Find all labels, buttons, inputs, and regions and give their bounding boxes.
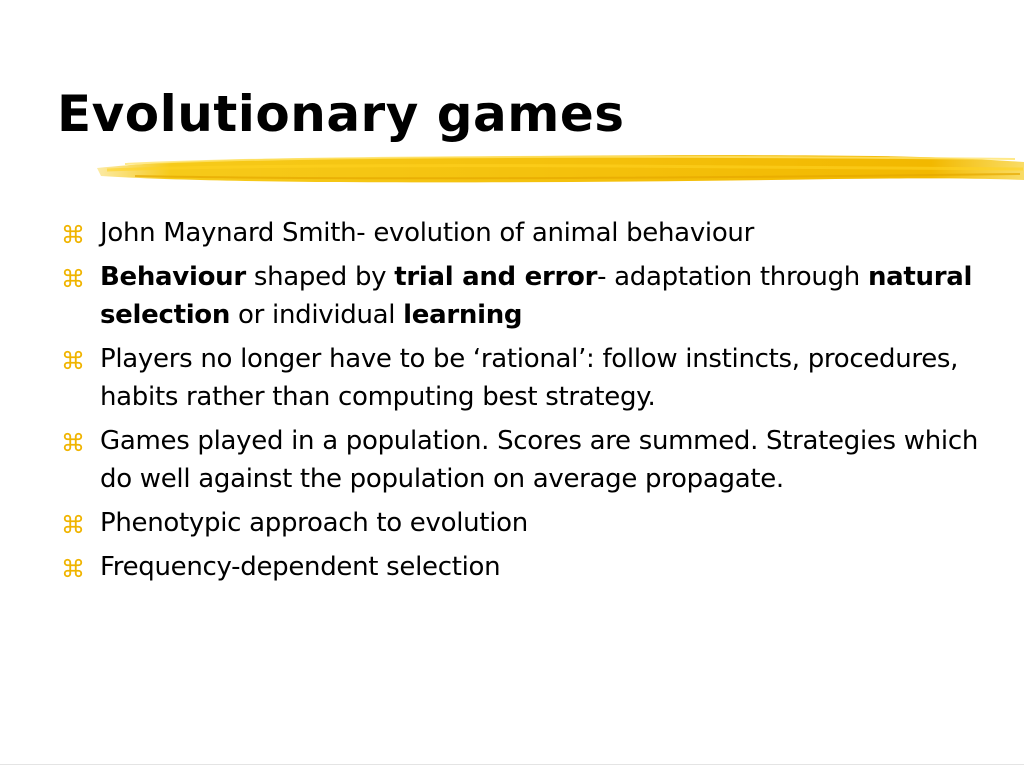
command-key-icon (62, 340, 90, 378)
bullet-text: John Maynard Smith- evolution of animal behaviour (100, 218, 755, 248)
bullet-text: Players no longer have to be ‘rational’: follow instincts, procedures, habits rather than computing best strategy. (100, 344, 959, 412)
bullet-item (62, 214, 982, 252)
bullet-item (62, 340, 982, 416)
bullet-item (62, 422, 982, 498)
bullet-text-bold: trial and error (394, 262, 598, 292)
bullet-text: or individual (230, 300, 404, 330)
bullet-item (62, 258, 982, 334)
bottom-divider (0, 764, 1024, 765)
bullet-item (62, 548, 982, 586)
slide-title: Evolutionary games (57, 85, 625, 143)
command-key-icon (62, 214, 90, 252)
bullet-item (62, 504, 982, 542)
bullet-text: Games played in a population. Scores are summed. Strategies which do well against the population on average propagate. (100, 426, 979, 494)
highlighter-stroke (95, 146, 1024, 190)
command-key-icon (62, 258, 90, 296)
command-key-icon (62, 504, 90, 542)
bullet-text: Phenotypic approach to evolution (100, 508, 528, 538)
command-key-icon (62, 422, 90, 460)
bullet-text: Frequency-dependent selection (100, 552, 501, 582)
bullet-text-bold: natural selection (100, 262, 973, 330)
bullet-list (62, 214, 982, 592)
bullet-text-bold: Behaviour (100, 262, 246, 292)
bullet-text-bold: learning (403, 300, 523, 330)
bullet-text: - adaptation through (597, 262, 868, 292)
command-key-icon (62, 548, 90, 586)
bullet-text: shaped by (245, 262, 395, 292)
